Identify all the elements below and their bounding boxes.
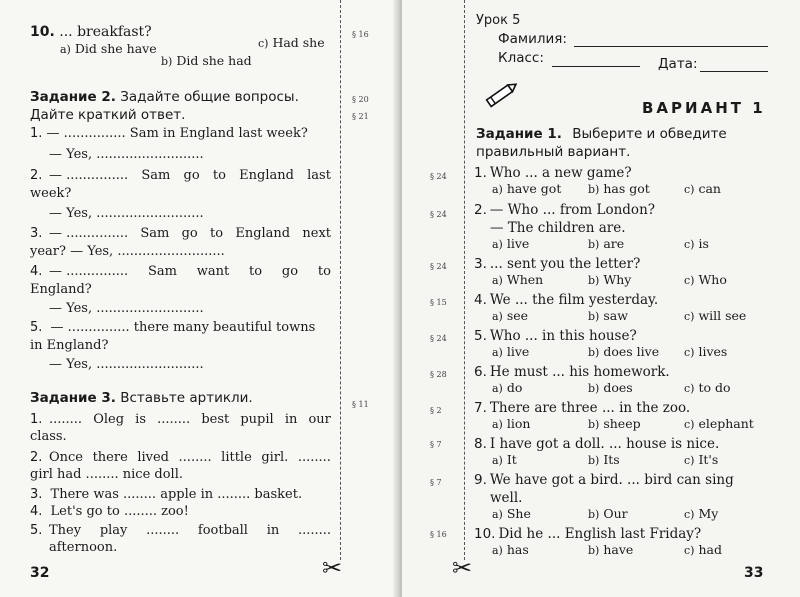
list-item (474, 436, 719, 452)
word: — ............... (49, 226, 129, 241)
option-letter: a) (492, 418, 503, 431)
list-item (474, 364, 670, 380)
word: Sam (147, 264, 177, 279)
item-text: England? (30, 282, 92, 297)
list-item (474, 292, 658, 308)
word: England (235, 226, 291, 241)
task-instruction: правильный вариант. (476, 144, 631, 160)
option-text: live (506, 236, 530, 251)
section-ref: § 24 (430, 262, 447, 271)
question-text: We ... the film yesterday. (489, 292, 659, 308)
left-q10 (30, 24, 152, 40)
option-letter: c) (684, 508, 695, 521)
list-item (30, 487, 302, 503)
list-item (30, 226, 42, 242)
task-title: Задание 3. (30, 390, 116, 406)
item-number: 5. (474, 328, 487, 344)
date-field[interactable] (700, 71, 768, 72)
option-b[interactable] (588, 344, 659, 361)
item-number: 2. (474, 202, 487, 218)
option-text: When (506, 272, 544, 287)
option-b[interactable] (588, 181, 650, 198)
word: play (99, 523, 128, 538)
word: — ............... (49, 168, 129, 183)
option-letter: c) (684, 544, 695, 557)
option-a[interactable] (492, 542, 529, 559)
option-letter: c) (684, 183, 695, 196)
surname-field[interactable] (574, 46, 768, 47)
item-text (49, 412, 331, 428)
page-number: 33 (744, 565, 764, 581)
section-ref: § 21 (352, 112, 369, 121)
question-text: I have got a doll. ... house is nice. (489, 436, 720, 452)
list-item (30, 264, 42, 280)
item-number: 4. (474, 292, 487, 308)
item-text (49, 450, 331, 466)
list-item (30, 450, 42, 466)
option-c: Had she (272, 35, 325, 50)
option-text: saw (603, 308, 628, 323)
option-letter: a) (492, 274, 503, 287)
option-a[interactable] (492, 236, 529, 253)
left-page (0, 0, 398, 597)
item-number: 10. (30, 24, 55, 40)
option-letter: c) (684, 418, 695, 431)
pencil-icon (482, 78, 522, 114)
option-a[interactable] (492, 506, 531, 523)
item-text (49, 226, 331, 242)
lesson-label: Урок 5 (476, 13, 521, 28)
option-letter: b) (588, 418, 600, 431)
option-b[interactable] (588, 506, 628, 523)
option-a: Did she have (74, 41, 157, 56)
option-text: She (506, 506, 531, 521)
question-text: He must ... his homework. (489, 364, 670, 380)
option-text: My (698, 506, 719, 521)
word: is (135, 412, 146, 427)
item-text (49, 264, 331, 280)
option-c[interactable] (684, 452, 718, 469)
item-number: 3. (30, 487, 43, 502)
list-item (30, 320, 315, 336)
option-text: will see (698, 308, 747, 323)
list-item (30, 504, 189, 520)
word: England (239, 168, 294, 183)
option-c[interactable] (684, 542, 722, 559)
option-c[interactable] (684, 344, 727, 361)
list-item (30, 523, 42, 539)
section-ref: § 24 (430, 334, 447, 343)
option-text: has (506, 542, 529, 557)
word: girl. (261, 450, 289, 465)
word: ........ (157, 412, 191, 427)
item-number: 10. (474, 526, 496, 542)
option-text: lion (506, 416, 531, 431)
word: go (181, 226, 198, 241)
option-letter: a) (492, 454, 503, 467)
item-number: 7. (474, 400, 487, 416)
word: in (284, 412, 298, 427)
option-letter: c) (258, 37, 269, 50)
item-text (49, 168, 331, 184)
list-item (474, 526, 701, 542)
question-text: ... sent you the letter? (489, 256, 641, 272)
word: next (302, 226, 331, 241)
question-text: — The children are. (490, 220, 626, 236)
item-number: 1. (30, 126, 43, 141)
section-ref: § 7 (430, 440, 442, 449)
option-text: lives (698, 344, 728, 359)
question-text: There are three ... in the zoo. (489, 400, 691, 416)
option-b[interactable] (588, 308, 628, 325)
question-text: Did he ... English last Friday? (498, 526, 702, 542)
word: to (212, 168, 226, 183)
date-label: Дата: (658, 56, 698, 72)
option-letter: a) (492, 346, 503, 359)
question-text: Who ... in this house? (489, 328, 637, 344)
word: to (317, 264, 331, 279)
option-a[interactable] (492, 380, 522, 397)
option-letter: b) (588, 183, 600, 196)
item-number: 9. (474, 472, 487, 488)
option-text: are (603, 236, 625, 251)
item-number: 6. (474, 364, 487, 380)
word: ........ (146, 523, 180, 538)
option-text: see (506, 308, 529, 323)
option-c[interactable] (684, 380, 731, 397)
answer-line: — Yes, .......................... (49, 357, 204, 372)
option-text: Who (698, 272, 727, 287)
option-letter: c) (684, 274, 695, 287)
word: They (49, 523, 82, 538)
option-text: has got (603, 181, 650, 196)
option-text: have got (506, 181, 562, 196)
option-c[interactable] (684, 181, 721, 198)
word: to (210, 226, 224, 241)
list-item (30, 168, 42, 184)
option-text: Why (603, 272, 632, 287)
list-item (30, 126, 308, 142)
section-ref: § 2 (430, 406, 442, 415)
section-ref: § 7 (430, 478, 442, 487)
task-instruction: Дайте краткий ответ. (30, 107, 186, 123)
option-letter: c) (684, 238, 695, 251)
option-letter: a) (492, 183, 503, 196)
word: to (249, 264, 263, 279)
option-b[interactable] (588, 380, 633, 397)
word: in (266, 523, 280, 538)
list-item (474, 165, 632, 181)
section-ref: § 24 (430, 210, 447, 219)
variant-title: ВАРИАНТ 1 (642, 99, 766, 117)
option-a[interactable] (492, 272, 543, 289)
item-text: class. (30, 429, 67, 444)
option-text: can (698, 181, 721, 196)
option-c[interactable] (684, 416, 754, 433)
option-text: Its (603, 452, 620, 467)
word: go (281, 264, 299, 279)
word: go (183, 168, 200, 183)
word: want (196, 264, 230, 279)
option-text: had (698, 542, 722, 557)
item-text: girl had ........ nice doll. (30, 467, 183, 482)
option-letter: a) (492, 310, 503, 323)
word: ........ (297, 450, 331, 465)
item-text: afternoon. (49, 540, 118, 555)
option-text: does live (603, 344, 660, 359)
option-letter: b) (588, 274, 600, 287)
word: football (197, 523, 248, 538)
word: lived (137, 450, 169, 465)
option-letter: b) (161, 55, 173, 68)
word: — ............... (49, 264, 129, 279)
item-number: 4. (30, 264, 43, 279)
word: little (221, 450, 252, 465)
cut-line (464, 0, 465, 560)
option-letter: c) (684, 346, 695, 359)
option-text: does (603, 380, 633, 395)
answer-line: — Yes, .......................... (49, 147, 204, 162)
option-b[interactable] (588, 452, 620, 469)
option-letter: b) (588, 454, 600, 467)
option-letter: a) (492, 544, 503, 557)
option-a[interactable] (492, 344, 529, 361)
item-text: week? (30, 186, 72, 201)
scissors-icon: ✂ (452, 554, 473, 582)
list-item (474, 472, 734, 488)
word: last (307, 168, 331, 183)
item-number: 3. (30, 226, 43, 241)
question-text: Who ... a new game? (489, 165, 632, 181)
option-letter: c) (684, 382, 695, 395)
word: ........ (178, 450, 212, 465)
question-text: — Who ... from London? (489, 202, 655, 218)
item-text (49, 523, 331, 539)
word: Oleg (93, 412, 125, 427)
right-page (402, 0, 800, 597)
task1-heading (476, 126, 727, 142)
surname-label: Фамилия: (498, 31, 567, 47)
section-ref: § 11 (352, 400, 369, 409)
option-letter: c) (684, 310, 695, 323)
option-b[interactable] (588, 542, 633, 559)
question-text: We have got a bird. ... bird can sing (489, 472, 734, 488)
cut-line (340, 0, 341, 560)
word: Sam (140, 226, 170, 241)
option-text: It's (698, 452, 719, 467)
option-letter: a) (492, 508, 503, 521)
list-item (474, 202, 655, 218)
option-b[interactable] (588, 272, 631, 289)
item-number: 3. (474, 256, 487, 272)
item-number: 8. (474, 436, 487, 452)
task-title: Задание 2. (30, 89, 116, 105)
word: ........ (49, 412, 83, 427)
option-letter: b) (588, 310, 600, 323)
option-text: live (506, 344, 530, 359)
item-text: Let's go to ........ zoo! (50, 504, 189, 519)
option-a[interactable] (492, 308, 528, 325)
item-number: 1. (474, 165, 487, 181)
task2-heading (30, 89, 299, 105)
option-letter: a) (60, 43, 71, 56)
task-instruction: Вставьте артикли. (120, 390, 253, 406)
word: best (201, 412, 230, 427)
option-text: sheep (603, 416, 641, 431)
option-text: is (698, 236, 709, 251)
option-text: do (506, 380, 523, 395)
task-instruction: Задайте общие вопросы. (120, 89, 299, 105)
item-number: 4. (30, 504, 43, 519)
answer-line: year? — Yes, .......................... (30, 244, 225, 259)
item-text: — ............... Sam in England last week? (46, 126, 308, 141)
option-letter: b) (588, 238, 600, 251)
word: pupil (240, 412, 274, 427)
section-ref: § 16 (352, 30, 369, 39)
option-b: Did she had (176, 53, 252, 68)
option-letter: b) (588, 346, 600, 359)
option-a[interactable] (492, 416, 530, 433)
item-number: 5. (30, 320, 43, 335)
list-item (30, 412, 42, 428)
option-text: Our (603, 506, 628, 521)
item-number: 2. (30, 168, 43, 183)
option-text: to do (698, 380, 731, 395)
option-letter: c) (684, 454, 695, 467)
question-text: well. (490, 490, 523, 506)
option-c[interactable] (684, 506, 718, 523)
class-field[interactable] (552, 66, 640, 67)
option-letter: b) (588, 544, 600, 557)
option-b[interactable] (588, 416, 641, 433)
option-text: elephant (698, 416, 754, 431)
item-number: 2. (30, 450, 43, 465)
option-c[interactable] (684, 308, 746, 325)
option-text: have (603, 542, 634, 557)
section-ref: § 28 (430, 370, 447, 379)
option-letter: a) (492, 382, 503, 395)
item-number: 1. (30, 412, 43, 427)
section-ref: § 20 (352, 95, 369, 104)
option-a[interactable] (492, 452, 517, 469)
option-letter: b) (588, 508, 600, 521)
option-letter: a) (492, 238, 503, 251)
answer-line: — Yes, .......................... (49, 301, 204, 316)
class-label: Класс: (498, 50, 544, 66)
word: our (308, 412, 331, 427)
page-number: 32 (30, 565, 50, 581)
task-title: Задание 1. (476, 126, 562, 142)
answer-line: — Yes, .......................... (49, 206, 204, 221)
task3-heading (30, 390, 253, 406)
list-item (474, 328, 637, 344)
option-b[interactable] (588, 236, 624, 253)
option-text: It (506, 452, 517, 467)
list-item (474, 256, 640, 272)
section-ref: § 24 (430, 172, 447, 181)
list-item (474, 400, 690, 416)
item-text: — ............... there many beautiful towns (50, 320, 316, 335)
item-number: 5. (30, 523, 43, 538)
word: ........ (297, 523, 331, 538)
task-instruction: Выберите и обведите (572, 126, 727, 142)
item-text: There was ........ apple in ........ basket. (50, 487, 303, 502)
question-text: ... breakfast? (59, 24, 152, 40)
option-c[interactable] (684, 236, 709, 253)
option-c[interactable] (684, 272, 727, 289)
word: Sam (141, 168, 171, 183)
word: Once (49, 450, 84, 465)
word: there (92, 450, 128, 465)
item-text: in England? (30, 338, 109, 353)
section-ref: § 16 (430, 530, 447, 539)
option-a[interactable] (492, 181, 561, 198)
option-letter: b) (588, 382, 600, 395)
scissors-icon: ✂ (322, 554, 343, 582)
section-ref: § 15 (430, 298, 447, 307)
